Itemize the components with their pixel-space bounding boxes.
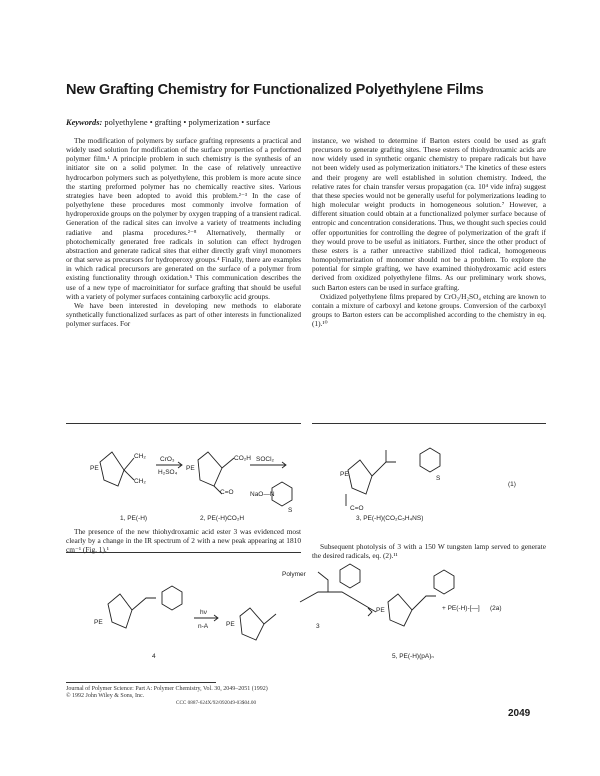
scheme1-label-3: 3, PE(-H)(CO₂C₅H₄NS) [356, 515, 424, 522]
right-paragraph-1: instance, we wished to determine if Barton esters could be used as graft precursors to generate grafting sites. These esters of thiohydroxamic acids are now widely used in synthetic organic chemistry to prepare radicals but have not been widely used as polymerization initiators.⁶ The kinetics of these esters and their progeny are well established in solution chemistry. Indeed, the relative rates for chain transfer versus propagation (ca. 10⁴ vide infra) suggest that these species would not be generally useful for polymerizations leading to high molecular weight products in homogeneous solution.⁷ However, a different situation could obtain at a functionalized polymer surface because of entropic and concentration considerations. Thus, we thought such species could offer opportunities for controlling the degree of polymerization of the graft if they would prove to be useful as initiators. Further, since the other product of these esters is a rather unreactive stabilized thiol radical, homogeneous homopolymerization of monomer should not be a problem. To explore the potential for simple grafting, we have examined thiohydroxamic acid esters derived from oxidized polyethylene films. As our preliminary work shows, such Barton esters can be used in surface grafting. [312, 136, 546, 292]
scheme1-cooh: CO₂H [234, 455, 251, 462]
scheme2-pe-2: PE [226, 621, 235, 628]
reaction-scheme-1 [90, 430, 530, 522]
scheme1-c-o-2: C=O [350, 505, 364, 512]
reaction-scheme-2 [90, 562, 530, 672]
scheme1-c-o-1: C=O [220, 489, 234, 496]
scheme1-ch2-bottom: CH₂ [134, 478, 146, 485]
scheme2-pe-1: PE [94, 619, 103, 626]
scheme2-label-4: 4 [152, 653, 156, 660]
scheme1-pe-3: PE [340, 471, 349, 478]
right-paragraph-2: Oxidized polyethylene films prepared by CrO₃/H₂SO₄ etching are known to contain a mixture of carboxyl and ketone groups. Conversion of the carboxyl groups to Barton esters can be accomplished according to the chemistry in eq. (1).¹⁰ [312, 291, 546, 329]
scheme2-eq-number: (2a) [490, 605, 502, 612]
footer-rule [66, 682, 216, 683]
left-column-end-rule [66, 423, 301, 424]
scheme2-monomer: n-A [198, 623, 209, 630]
left-paragraph-1: The modification of polymers by surface grafting represents a practical and widely used solution for modification of the surface properties of a preformed polymer film.¹ A principle problem in such chemistry is the synthesis of an initiator site on a solid polymer. In the case of relatively unreactive hydrocarbon polymers such as polyethylene, this problem is more acute since the starting preformed polymer has no chemically reactive sites. Various strategies have been adopted to avoid this problem.²⁻³ In the case of polyethylene these procedures most commonly involve formation of hydroperoxide groups on the polymer by oxygen trapping of a transient radical. Generation of the radical sites can involve a variety of treatments including radiative and plasma procedures.²⁻⁸ Alternatively, thermally or photochemically generated free radicals in solution can effect hydrogen abstraction and generate radical sites that either directly graft vinyl monomers or that serve as precursors for hydroperoxy groups.⁴ Finally, there are examples in which radical precursors are generated on the surface of a polymer from existing functionality through oxidation.⁵ This communication describes the use of a new type of macroinitiator for surface grafting that should be useful with a variety of polymer surfaces containing carboxylic acid groups. [66, 136, 301, 301]
left-paragraph-2: We have been interested in developing new methods to elaborate synthetically functionalized surfaces as part of other interests in functionalized polymer surfaces. For [66, 300, 301, 329]
left-column [66, 136, 301, 328]
scheme1-ch2-top: CH₂ [134, 453, 146, 460]
journal-footer [66, 686, 366, 708]
scheme2-mid-label: 3 [316, 623, 320, 630]
scheme2-product-tail: + PE(-H)-[—] [442, 605, 480, 612]
paper-title: New Grafting Chemistry for Functionalized Polyethylene Films [66, 82, 484, 98]
footer-ccc-line: CCC 0887-624X/92/092049-03$04.00 [176, 700, 257, 707]
scheme2-polymer-label: Polymer [282, 571, 306, 578]
scheme1-label-2: 2, PE(-H)CO₂H [200, 515, 245, 522]
scheme2-pe-3: PE [376, 607, 385, 614]
right-column-lower [312, 542, 546, 560]
left-column-lower [66, 527, 301, 554]
scheme1-s-2: S [436, 475, 441, 482]
keywords-line [66, 118, 546, 127]
scheme2-hv: hν [200, 609, 207, 616]
keywords-text: polyethylene • grafting • polymerization • surface [104, 118, 271, 127]
footer-copyright-line: © 1992 John Wiley & Sons, Inc. [66, 693, 145, 700]
scheme1-s-1: S [288, 507, 293, 514]
scheme1-eq-number: (1) [508, 481, 516, 488]
scheme1-pe-1: PE [90, 465, 99, 472]
right-lower-paragraph: Subsequent photolysis of 3 with a 150 W tungsten lamp served to generate the desired radicals, eq. (2).¹¹ [312, 542, 546, 561]
scheme2-label-5: 5, PE(-H)(pA)ₙ [392, 653, 434, 660]
keywords-label: Keywords: [66, 118, 103, 127]
left-lower-rule [66, 552, 301, 553]
scheme1-label-1: 1, PE(-H) [120, 515, 148, 522]
scheme1-pe-2: PE [186, 465, 195, 472]
scheme1-reagent2-top: SOCl₂ [256, 456, 275, 463]
scheme1-reagent1-bottom: H₂SO₄ [158, 469, 178, 476]
scheme1-nao-n: NaO—N [250, 491, 275, 498]
page-number: 2049 [508, 708, 531, 719]
right-column [312, 136, 546, 328]
left-lower-paragraph: The presence of the new thiohydroxamic acid ester 3 was evidenced most clearly by a change in the IR spectrum of 2 with a new peak appearing at 1810 cm⁻¹ (Fig. 1).¹ [66, 527, 301, 555]
right-column-end-rule [312, 423, 546, 424]
scheme1-reagent1-top: CrO₃ [160, 456, 175, 463]
footer-journal-line: Journal of Polymer Science: Part A: Polymer Chemistry, Vol. 30, 2049–2051 (1992) [66, 686, 268, 692]
